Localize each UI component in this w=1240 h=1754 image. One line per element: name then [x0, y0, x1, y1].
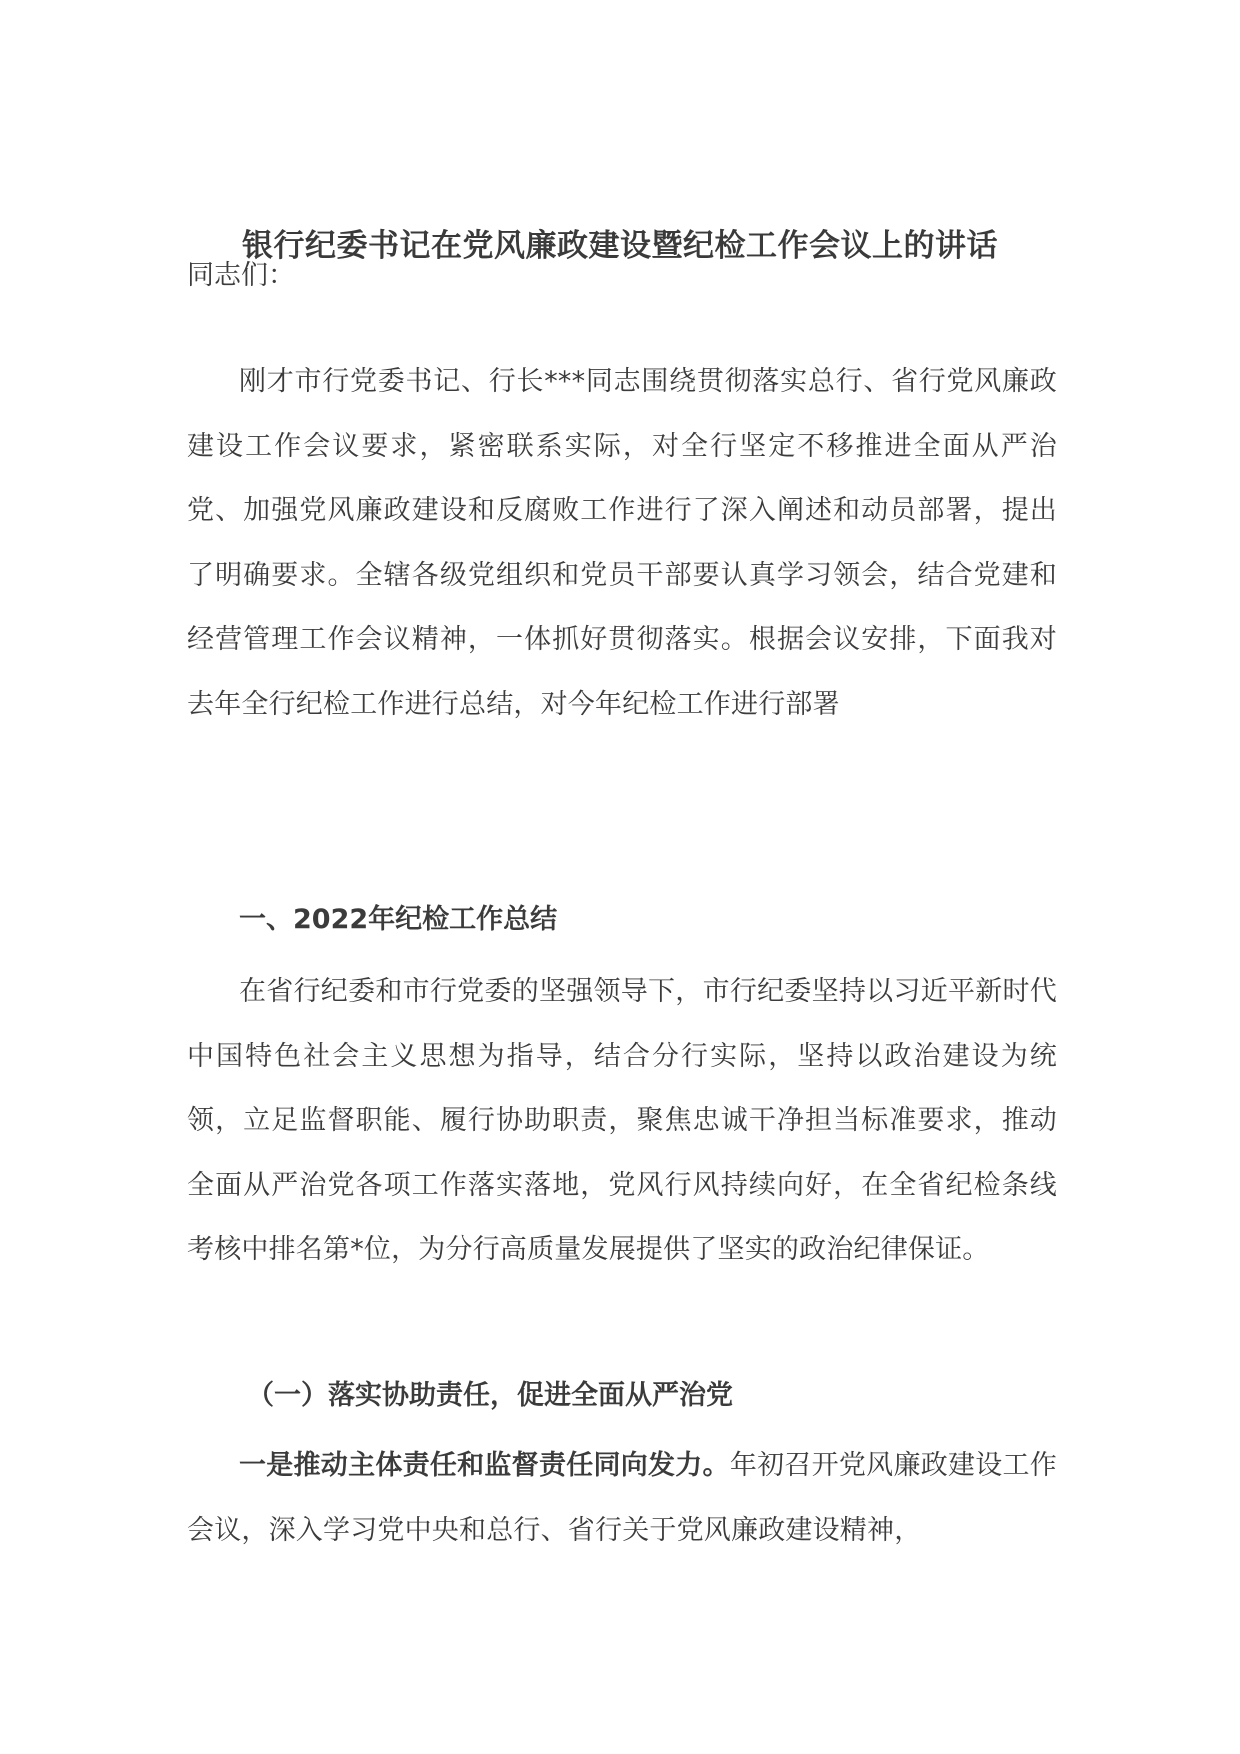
- subsection-heading-responsibility: （一）落实协助责任，促进全面从严治党: [247, 1380, 733, 1411]
- section-heading-summary: 一、2022年纪检工作总结: [239, 904, 558, 935]
- point-lead-text: 一是推动主体责任和监督责任同向发力。: [239, 1450, 730, 1481]
- greeting: 同志们：: [187, 260, 295, 291]
- summary-paragraph: 在省行纪委和市行党委的坚强领导下，市行纪委坚持以习近平新时代中国特色社会主义思想为指导，结合分行实际，坚持以政治建设为统领，立足监督职能、履行协助职责，聚焦忠诚干净担当标准要求，推动全面从严治党各项工作落实落地，党风行风持续向好，在全省纪检条线考核中排名第*位，为分行高质量发展提供了坚实的政治纪律保证。: [187, 976, 1057, 1265]
- point-paragraph: [187, 1434, 1057, 1563]
- intro-paragraph: 刚才市行党委书记、行长***同志围绕贯彻落实总行、省行党风廉政建设工作会议要求，紧密联系实际，对全行坚定不移推进全面从严治党、加强党风廉政建设和反腐败工作进行了深入阐述和动员部署，提出了明确要求。全辖各级党组织和党员干部要认真学习领会，结合党建和经营管理工作会议精神，一体抓好贯彻落实。根据会议安排，下面我对去年全行纪检工作进行总结，对今年纪检工作进行部署: [187, 366, 1057, 720]
- document-title: 银行纪委书记在党风廉政建设暨纪检工作会议上的讲话: [242, 227, 998, 264]
- point-body-text: 年初召开党风廉政建设工作会议，深入学习党中央和总行、省行关于党风廉政建设精神，: [187, 1450, 1057, 1546]
